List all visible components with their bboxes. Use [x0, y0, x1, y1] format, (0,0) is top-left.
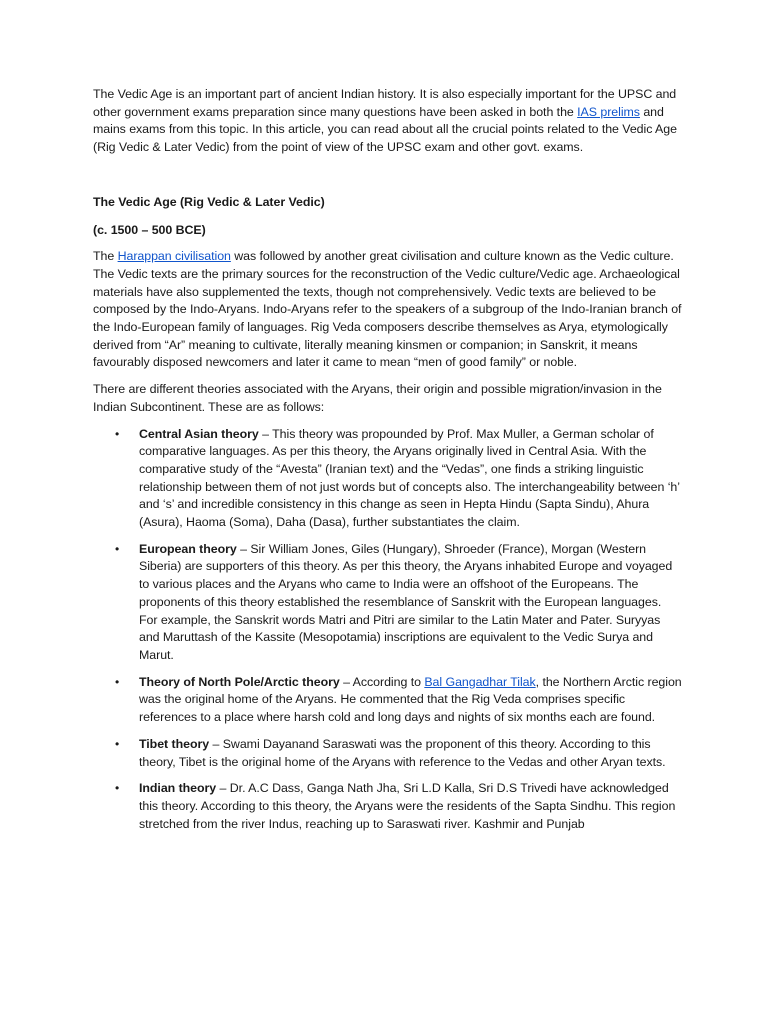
bal-gangadhar-tilak-link[interactable]: Bal Gangadhar Tilak [424, 674, 536, 689]
list-item-tibet-theory [93, 736, 683, 771]
bullet-icon: • [115, 674, 120, 689]
list-item-european-theory [93, 541, 683, 665]
harappan-civilisation-link[interactable]: Harappan civilisation [117, 249, 231, 264]
theory-term: Indian theory [139, 781, 217, 796]
theory-description-start: – According to [339, 674, 425, 689]
theories-intro-paragraph: There are different theories associated with the Aryans, their origin and possible migration/invasion in the Indian Subcontinent. These are as follows: [93, 382, 662, 414]
bullet-icon: • [115, 781, 120, 796]
theory-term: European theory [139, 541, 237, 556]
vedic-culture-paragraph [93, 248, 683, 372]
intro-text-end: and mains exams from this topic. In this article, you can read about all the crucial points related to the Vedic Age (Rig Vedic & Later Vedic) from the point of view of the UPSC exam and other govt. exams. [93, 104, 677, 155]
theory-description: – This theory was propounded by Prof. Max Muller, a German scholar of comparative languages. As per this theory, the Aryans originally lived in Central Asia. With the comparative study of the “Avesta” (Iranian text) and the “Vedas”, one finds a striking linguistic relationship between them of not just words but of concepts also. The interchangeability between ‘h’ and ‘s’ and incredible consistency in this change as seen in Hepta Hindu (Sapta Sindu), Ahura (Asura), Haoma (Soma), Daha (Dasa), further substantiates the claim. [139, 426, 680, 530]
theory-description: – Dr. A.C Dass, Ganga Nath Jha, Sri L.D Kalla, Sri D.S Trivedi have acknowledged this theory. According to this theory, the Aryans were the residents of the Sapta Sindhu. This region stretched from the river Indus, reaching up to Saraswati river. Kashmir and Punjab [139, 781, 676, 831]
section-heading: The Vedic Age (Rig Vedic & Later Vedic) [93, 194, 325, 209]
ias-prelims-link[interactable]: IAS prelims [577, 104, 640, 119]
bullet-icon: • [115, 736, 120, 751]
bullet-icon: • [115, 426, 120, 441]
intro-paragraph [93, 86, 683, 157]
theory-term: Tibet theory [139, 736, 210, 751]
document-page [93, 86, 683, 842]
theories-list [93, 426, 683, 834]
list-item-indian-theory [93, 780, 683, 833]
intro-text-start: The Vedic Age is an important part of ancient Indian history. It is also especially important for the UPSC and other government exams preparation since many questions have been asked in both the [93, 87, 677, 119]
theory-term: Theory of North Pole/Arctic theory [139, 674, 340, 689]
date-range-subheading: (c. 1500 – 500 BCE) [93, 222, 206, 237]
para1-text-start: The [93, 249, 118, 264]
bullet-icon: • [115, 541, 120, 556]
theory-description: – Swami Dayanand Saraswati was the proponent of this theory. According to this theory, Tibet is the original home of the Aryans with reference to the Vedas and other Aryan texts. [139, 736, 666, 769]
list-item-central-asian-theory [93, 426, 683, 532]
theory-description: – Sir William Jones, Giles (Hungary), Shroeder (France), Morgan (Western Siberia) are supporters of this theory. As per this theory, the Aryans inhabited Europe and voyaged to various places and the Aryans who came to India were an offshoot of the Europeans. The proponents of this theory established the resemblance of Sanskrit with the European languages. For example, the Sanskrit words Matri and Pitri are similar to the Latin Mater and Pater. Suryyas and Maruttash of the Kassite (Mesopotamia) inscriptions are equivalent to the Vedic Surya and Marut. [139, 541, 673, 662]
list-item-arctic-theory [93, 674, 683, 727]
theory-description: , the Northern Arctic region was the original home of the Aryans. He commented that the Rig Veda comprises specific references to a place where harsh cold and long days and nights of six months each are found. [139, 674, 682, 725]
para1-text-end: was followed by another great civilisation and culture known as the Vedic culture. The Vedic texts are the primary sources for the reconstruction of the Vedic culture/Vedic age. Archaeological materials have also supplemented the texts, though not comprehensively. Vedic texts are believed to be composed by the Indo-Aryans. Indo-Aryans refer to the speakers of a subgroup of the Indo-Iranian branch of the Indo-European family of languages. Rig Veda composers describe themselves as Arya, etymologically derived from “Ar” meaning to cultivate, literally meaning kinsmen or companion; in Sanskrit, it means favourably disposed newcomers and later it came to mean “men of good family” or noble. [93, 249, 682, 370]
theory-term: Central Asian theory [139, 426, 259, 441]
